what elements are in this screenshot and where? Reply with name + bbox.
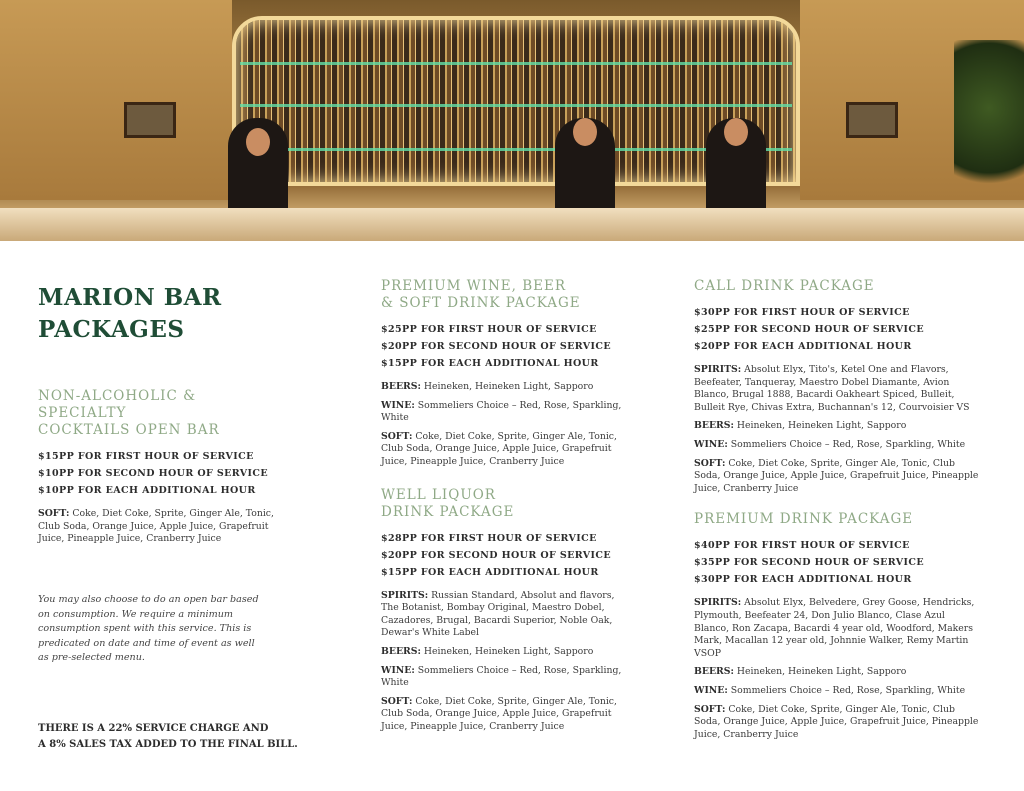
package-title-line: PREMIUM DRINK PACKAGE [694, 511, 914, 528]
drink-items: Russian Standard, Absolut and flavors, The Botanist, Bombay Original, Maestro Dobel, Cazadores, Brugal, Bacardi Superior, Noble Oak, Dewar's White Label [381, 589, 615, 639]
package-title-line: COCKTAILS OPEN BAR [38, 422, 220, 438]
drink-items: Coke, Diet Coke, Sprite, Ginger Ale, Tonic, Club Soda, Orange Juice, Apple Juice, Grapefruit Juice, Pineapple Juice, Cranberry Juice [381, 695, 617, 732]
price-list [38, 448, 288, 499]
price-line: $35PP FOR SECOND HOUR OF SERVICE [694, 557, 924, 569]
price-line: $25PP FOR SECOND HOUR OF SERVICE [694, 324, 924, 335]
drink-list [694, 704, 979, 742]
price-line: $20PP FOR SECOND HOUR OF SERVICE [381, 549, 611, 561]
price-line: $28PP FOR FIRST HOUR OF SERVICE [381, 532, 597, 544]
plant [954, 40, 1024, 210]
price-line: $10PP FOR SECOND HOUR OF SERVICE [38, 468, 268, 479]
package-title-line: DRINK PACKAGE [381, 503, 515, 520]
drink-list [694, 364, 979, 414]
package-section [38, 388, 288, 546]
bartender-head [573, 118, 597, 146]
price-line: $20PP FOR EACH ADDITIONAL HOUR [694, 341, 912, 352]
drink-category: SOFT: [381, 430, 413, 442]
drink-list [694, 458, 979, 496]
drink-category: SPIRITS: [381, 589, 429, 601]
wall-frame [846, 102, 898, 138]
package-section [694, 511, 979, 741]
drink-category: BEERS: [381, 381, 421, 392]
package-section [381, 487, 631, 734]
price-line: $25PP FOR FIRST HOUR OF SERVICE [381, 324, 597, 335]
price-line: $40PP FOR FIRST HOUR OF SERVICE [694, 540, 910, 552]
title-line: MARION BAR [38, 284, 222, 311]
package-title [694, 278, 979, 295]
package-section [381, 278, 631, 469]
drink-items: Coke, Diet Coke, Sprite, Ginger Ale, Tonic, Club Soda, Orange Juice, Apple Juice, Grapefruit Juice, Pineapple Juice, Cranberry Juice [694, 703, 979, 740]
tax-line: THERE IS A 22% SERVICE CHARGE AND [38, 723, 269, 734]
drink-list [381, 590, 631, 640]
price-line: $10PP FOR EACH ADDITIONAL HOUR [38, 485, 256, 496]
drink-items: Sommeliers Choice – Red, Rose, Sparkling, White [381, 664, 622, 689]
bar-photo [0, 0, 1024, 241]
wall-frame [124, 102, 176, 138]
package-title-line: NON-ALCOHOLIC & SPECIALTY [38, 388, 197, 421]
drink-category: WINE: [694, 684, 728, 696]
price-line: $20PP FOR SECOND HOUR OF SERVICE [381, 341, 611, 352]
price-line: $30PP FOR EACH ADDITIONAL HOUR [694, 574, 912, 586]
drink-items: Sommeliers Choice – Red, Rose, Sparkling, White [730, 438, 966, 450]
drink-category: WINE: [381, 664, 415, 676]
price-line: $15PP FOR EACH ADDITIONAL HOUR [381, 358, 599, 369]
drink-list [694, 666, 979, 679]
drink-list [381, 665, 631, 690]
drink-category: SOFT: [381, 695, 413, 707]
bartender-head [246, 128, 270, 156]
drink-category: SPIRITS: [694, 364, 742, 375]
drink-items: Absolut Elyx, Belvedere, Grey Goose, Hendricks, Plymouth, Beefeater 24, Don Julio Blanco, Clase Azul Blanco, Ron Zacapa, Bacardi 4 year old, Woodford, Makers Mark, Macallan 12 year old, Johnnie Walker, Remy Martin VSOP [694, 597, 975, 659]
page-title [38, 282, 222, 346]
drink-items: Coke, Diet Coke, Sprite, Ginger Ale, Tonic, Club Soda, Orange Juice, Apple Juice, Grapefruit Juice, Pineapple Juice, Cranberry Juice [694, 457, 979, 494]
drink-list [381, 431, 631, 469]
package-title [381, 487, 631, 521]
drink-list [381, 381, 631, 394]
drink-items: Sommeliers Choice – Red, Rose, Sparkling, White [381, 399, 622, 424]
bar-counter [0, 208, 1024, 241]
wall-left [0, 0, 232, 200]
drink-category: BEERS: [694, 666, 734, 678]
package-title-line: WELL LIQUOR [381, 486, 496, 503]
drink-items: Absolut Elyx, Tito's, Ketel One and Flavors, Beefeater, Tanqueray, Maestro Dobel Diamante, Avion Blanco, Brugal 1888, Bacardi Oakheart Spiced, Bulleit, Bulleit Rye, Chivas Extra, Buchannan's 12, Courvoisier VS [694, 364, 970, 413]
package-section [694, 278, 979, 495]
package-title [694, 511, 979, 528]
consumption-note: You may also choose to do an open bar based on consumption. We require a minimum consumption spent with this service. This is predicated on date and time of event as well as pre-selected menu. [38, 594, 259, 663]
shelf [240, 104, 792, 107]
title-line: PACKAGES [38, 316, 185, 343]
drink-items: Sommeliers Choice – Red, Rose, Sparkling, White [730, 684, 966, 696]
drink-items: Heineken, Heineken Light, Sapporo [423, 645, 594, 657]
drink-category: SOFT: [38, 508, 70, 519]
drink-list [381, 696, 631, 734]
package-title [38, 388, 288, 439]
drink-list [694, 685, 979, 698]
column-middle [381, 278, 631, 748]
drink-list [38, 508, 288, 546]
drink-category: SOFT: [694, 457, 726, 469]
drink-list [694, 439, 979, 452]
drink-category: SPIRITS: [694, 597, 742, 609]
drink-list [694, 597, 979, 660]
drink-category: WINE: [694, 438, 728, 450]
drink-items: Coke, Diet Coke, Sprite, Ginger Ale, Tonic, Club Soda, Orange Juice, Apple Juice, Grapefruit Juice, Pineapple Juice, Cranberry Juice [381, 430, 617, 467]
drink-category: WINE: [381, 399, 415, 411]
price-list [694, 537, 979, 588]
price-line: $30PP FOR FIRST HOUR OF SERVICE [694, 307, 910, 318]
drink-category: BEERS: [381, 645, 421, 657]
drink-items: Heineken, Heineken Light, Sapporo [736, 666, 907, 678]
drink-list [381, 646, 631, 659]
price-list [381, 321, 631, 372]
shelf [240, 62, 792, 65]
package-title [381, 278, 631, 312]
drink-list [381, 400, 631, 425]
price-list [381, 530, 631, 581]
price-line: $15PP FOR FIRST HOUR OF SERVICE [38, 451, 254, 462]
price-line: $15PP FOR EACH ADDITIONAL HOUR [381, 566, 599, 578]
drink-list [694, 420, 979, 433]
drink-items: Heineken, Heineken Light, Sapporo [736, 420, 907, 432]
package-title-line: PREMIUM WINE, BEER [381, 278, 567, 294]
price-list [694, 304, 979, 355]
bartender-head [724, 118, 748, 146]
tax-notice [38, 721, 308, 753]
drink-category: SOFT: [694, 703, 726, 715]
package-title-line: & SOFT DRINK PACKAGE [381, 295, 581, 311]
tax-line: A 8% SALES TAX ADDED TO THE FINAL BILL. [38, 739, 298, 750]
drink-category: BEERS: [694, 420, 734, 432]
column-right [694, 278, 979, 755]
drink-items: Coke, Diet Coke, Sprite, Ginger Ale, Tonic, Club Soda, Orange Juice, Apple Juice, Grapefruit Juice, Pineapple Juice, Cranberry Juice [38, 508, 274, 545]
drink-items: Heineken, Heineken Light, Sapporo [423, 381, 594, 392]
column-left [38, 388, 288, 560]
package-title-line: CALL DRINK PACKAGE [694, 278, 875, 294]
